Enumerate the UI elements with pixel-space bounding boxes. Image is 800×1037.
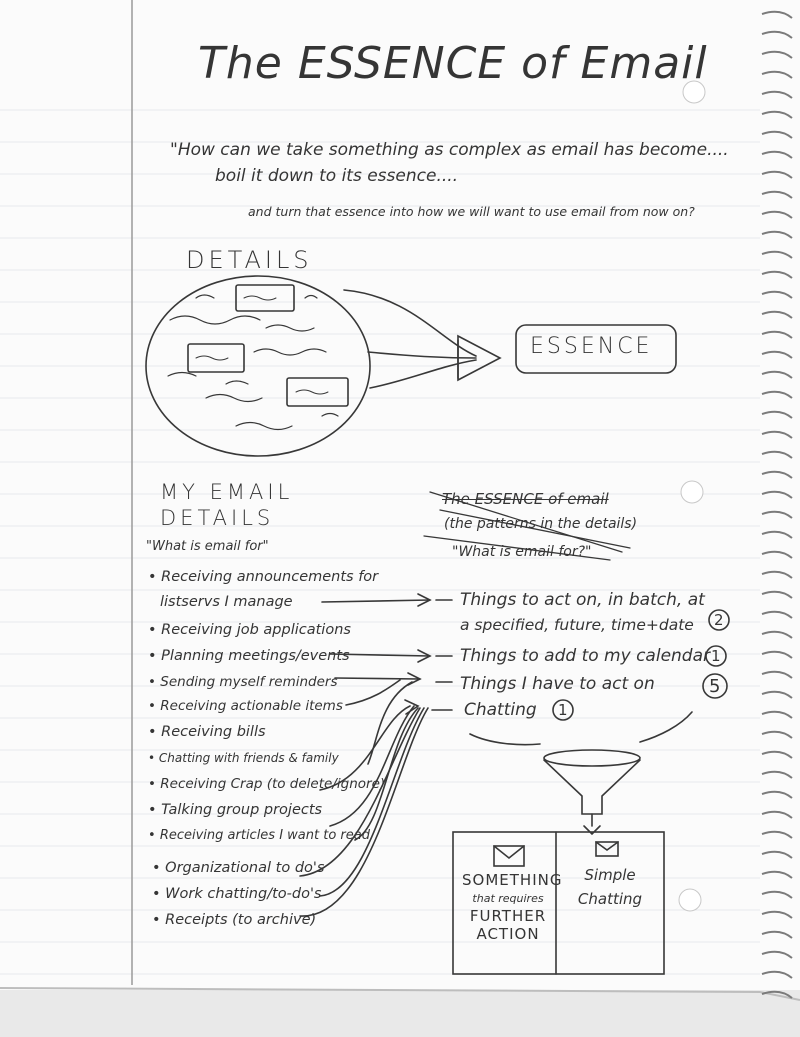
list-item: • Receiving Crap (to delete/ignore) (148, 776, 386, 792)
list-item: • Planning meetings/events (148, 648, 350, 664)
list-item: • Receiving job applications (148, 622, 351, 638)
quote-line-2: boil it down to its essence.... (215, 166, 459, 186)
list-item: • Receiving actionable items (148, 698, 343, 714)
right-question: "What is email for?" (452, 544, 592, 560)
details-to-essence-arrow (344, 290, 476, 356)
quote-line-3: and turn that essence into how we will want to use email from now on? (248, 204, 695, 219)
patterns-subheading: (the patterns in the details) (444, 516, 638, 532)
ruled-lines (0, 110, 760, 974)
essence-label: ESSENCE (530, 334, 653, 359)
list-item: • Receiving announcements for (148, 569, 379, 585)
list-item: • Receiving articles I want to read (148, 828, 370, 843)
essence-item-3-count: 5 (709, 676, 721, 697)
action-label: ACTION (476, 925, 540, 943)
list-item: • Receiving bills (148, 724, 266, 740)
essence-item-1-line-1: Things to act on, in batch, at (460, 590, 705, 610)
list-item: • Work chatting/to-do's (152, 886, 322, 902)
essence-item-2: Things to add to my calendar (460, 646, 710, 666)
essence-item-4-count: 1 (558, 701, 568, 719)
essence-heading: The ESSENCE of email (442, 490, 609, 508)
further-label: FURTHER (469, 907, 547, 925)
essence-item-1-count: 2 (714, 611, 724, 629)
list-item: listservs I manage (160, 594, 293, 610)
list-item: • Talking group projects (148, 802, 323, 818)
quote-line-1: "How can we take something as complex as email has become.... (170, 140, 729, 160)
simple-label: Simple (584, 866, 636, 884)
list-item: • Sending myself reminders (148, 674, 338, 690)
essence-item-3: Things I have to act on (460, 674, 655, 694)
essence-item-1-line-2: a specified, future, time+date (460, 616, 694, 634)
requires-label: that requires (472, 892, 544, 905)
chatting-label: Chatting (577, 890, 643, 908)
page-title: The ESSENCE of Email (198, 38, 708, 89)
left-subheading: "What is email for" (146, 539, 269, 554)
list-item: • Organizational to do's (152, 860, 325, 876)
details-label: DETAILS (186, 246, 313, 274)
essence-item-4: Chatting (464, 700, 537, 720)
essence-item-2-count: 1 (711, 647, 721, 665)
list-item: • Chatting with friends & family (148, 751, 339, 765)
something-label: SOMETHING (462, 871, 563, 889)
details-heading: DETAILS (160, 506, 275, 530)
list-item: • Receipts (to archive) (152, 912, 317, 928)
my-email-heading: MY EMAIL (160, 480, 294, 504)
spiral-binding (762, 12, 792, 998)
